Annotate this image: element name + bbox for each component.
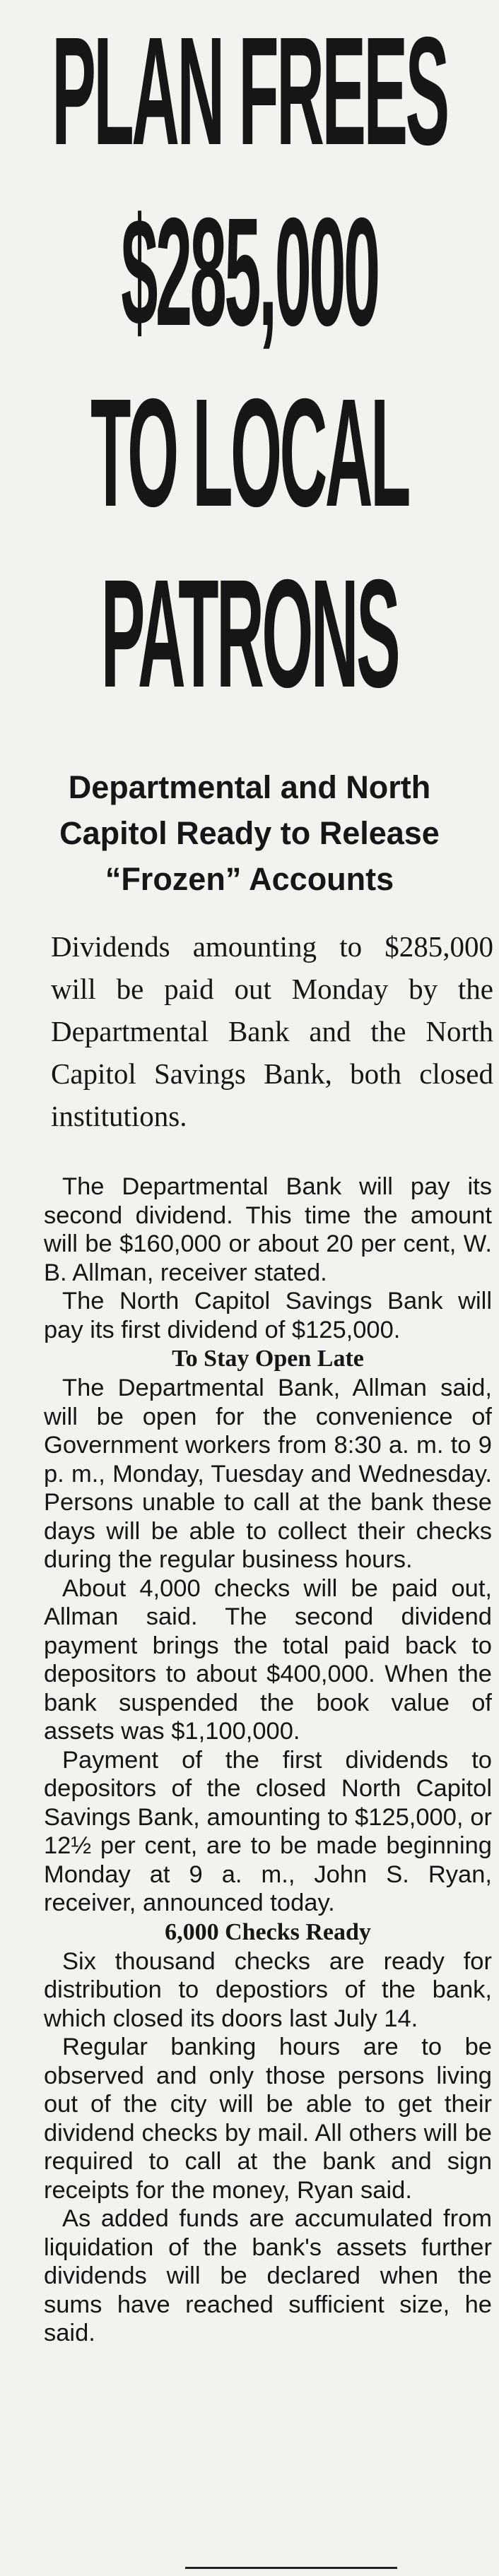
crosshead-open-late: To Stay Open Late <box>172 1346 364 1372</box>
crosshead-checks-ready: 6,000 Checks Ready <box>165 1918 371 1945</box>
end-rule <box>185 2567 397 2569</box>
paragraph-hours: The Departmental Bank, Allman said, will be open for the convenience of Government workers from 8:30 a. m. to 9 p. m., Monday, Tuesday and Wednesday. Persons unable to call at the bank these days will be able to collect their checks during the regular business hours. <box>44 1375 492 1573</box>
article-body <box>44 1173 492 2348</box>
paragraph-banking-hours: Regular banking hours are to be observed and only those persons living out of the city will be able to get their dividend checks by mail. All others will be required to call at the bank and sign receipts for the money, Ryan said. <box>44 2034 492 2204</box>
headline-line-1: PLAN FREES <box>52 6 447 177</box>
paragraph-north-capitol-payment: Payment of the first dividends to depositors of the closed North Capitol Savings Bank, amounting to $125,000, or 12½ per cent, are to be made beginning Monday at 9 a. m., John S. Ryan, receiver, announced today. <box>44 1746 492 1916</box>
paragraph-six-thousand-checks: Six thousand checks are ready for distribution to depostiors of the bank, which closed its doors last July 14. <box>44 1947 492 2032</box>
paragraph-further-dividends: As added funds are accumulated from liquidation of the bank's assets further dividends will be declared when the sums have reached sufficient size, he said. <box>44 2205 492 2346</box>
paragraph-departmental-dividend: The Departmental Bank will pay its second dividend. This time the amount will be $160,000 or about 20 per cent, W. B. Allman, receiver stated. <box>44 1173 492 1286</box>
headline <box>16 0 483 725</box>
paragraph-checks-paid: About 4,000 checks will be paid out, Allman said. The second dividend payment brings the total paid back to depositors to about $400,000. When the bank suspended the book value of assets was $1,100,000. <box>44 1574 492 1745</box>
paragraph-north-capitol-dividend: The North Capitol Savings Bank will pay its first dividend of $125,000. <box>44 1288 492 1343</box>
headline-line-4: PATRONS <box>100 548 399 720</box>
headline-line-3: TO LOCAL <box>90 367 409 539</box>
newspaper-clipping <box>16 0 493 2576</box>
headline-line-2: $285,000 <box>121 186 378 358</box>
subheadline: Departmental and North Capitol Ready to Release “Frozen” Accounts <box>59 769 440 897</box>
lead-paragraph: Dividends amounting to $285,000 will be paid out Monday by the Departmental Bank and the North Capitol Savings Bank, both closed institutions. <box>51 930 493 1132</box>
